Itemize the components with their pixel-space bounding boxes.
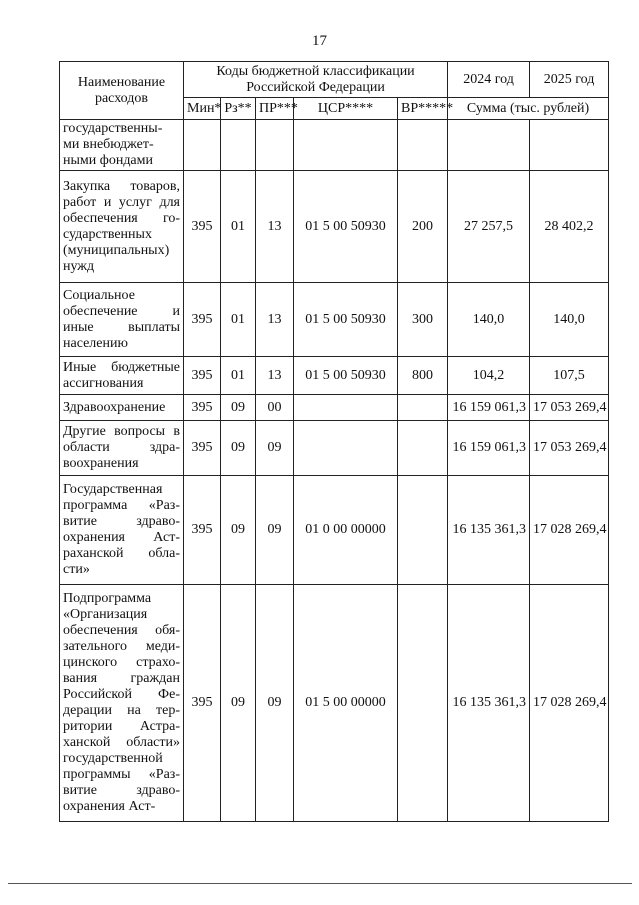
header-min: Мин* xyxy=(184,98,221,120)
table-row xyxy=(60,283,609,357)
header-rz: Рз** xyxy=(221,98,256,120)
row-pr: 13 xyxy=(256,283,294,357)
header-name-column: Наименование расходов xyxy=(60,62,184,120)
row-2025: 17 053 269,4 xyxy=(530,395,609,421)
table-row xyxy=(60,585,609,822)
row-name: Здравоохранение xyxy=(60,395,184,421)
row-name: государственны- ми внебюджет- ными фондами xyxy=(60,120,184,171)
row-rz: 01 xyxy=(221,357,256,395)
row-pr: 13 xyxy=(256,171,294,283)
row-pr: 09 xyxy=(256,476,294,585)
row-2024: 140,0 xyxy=(448,283,530,357)
row-vr xyxy=(398,476,448,585)
row-min: 395 xyxy=(184,421,221,476)
row-min: 395 xyxy=(184,357,221,395)
row-rz: 01 xyxy=(221,171,256,283)
row-2024: 27 257,5 xyxy=(448,171,530,283)
row-csr: 01 5 00 50930 xyxy=(294,171,398,283)
row-csr xyxy=(294,120,398,171)
row-2025: 140,0 xyxy=(530,283,609,357)
row-rz: 09 xyxy=(221,585,256,822)
header-codes-group: Коды бюджетной классификации Российской Федерации xyxy=(184,62,448,98)
row-vr xyxy=(398,585,448,822)
row-name: Иные бюджетные ассигнования xyxy=(60,357,184,395)
row-2024: 104,2 xyxy=(448,357,530,395)
row-pr: 09 xyxy=(256,585,294,822)
row-vr: 300 xyxy=(398,283,448,357)
table-row xyxy=(60,357,609,395)
header-year-2025: 2025 год xyxy=(530,62,609,98)
row-vr: 800 xyxy=(398,357,448,395)
row-name: Подпрограмма «Организация обеспечения обя-зательного меди-цинского страхо-вания граждан Российской Фе-дерации на тер-ритории Астра-ханской области» государственной программы «Раз-витие здраво-охранения Аст- xyxy=(60,585,184,822)
row-2025: 107,5 xyxy=(530,357,609,395)
row-csr xyxy=(294,421,398,476)
row-2025: 17 028 269,4 xyxy=(530,476,609,585)
row-rz: 01 xyxy=(221,283,256,357)
row-rz xyxy=(221,120,256,171)
table-row xyxy=(60,171,609,283)
row-2025 xyxy=(530,120,609,171)
row-min: 395 xyxy=(184,395,221,421)
row-rz: 09 xyxy=(221,421,256,476)
row-name: Закупка товаров, работ и услуг для обеспечения го-сударственных (муниципальных) нужд xyxy=(60,171,184,283)
row-2024: 16 159 061,3 xyxy=(448,395,530,421)
row-min: 395 xyxy=(184,171,221,283)
row-min: 395 xyxy=(184,476,221,585)
header-vr: ВР***** xyxy=(398,98,448,120)
row-2024 xyxy=(448,120,530,171)
row-vr xyxy=(398,120,448,171)
row-min: 395 xyxy=(184,283,221,357)
table-row xyxy=(60,421,609,476)
row-2024: 16 159 061,3 xyxy=(448,421,530,476)
row-pr: 00 xyxy=(256,395,294,421)
row-pr xyxy=(256,120,294,171)
row-name: Социальное обеспечение и иные выплаты населению xyxy=(60,283,184,357)
row-name: Другие вопросы в области здра-воохранения xyxy=(60,421,184,476)
row-name: Государственная программа «Раз-витие здраво-охранения Аст-раханской обла-сти» xyxy=(60,476,184,585)
row-vr xyxy=(398,395,448,421)
row-csr: 01 5 00 00000 xyxy=(294,585,398,822)
row-2024: 16 135 361,3 xyxy=(448,476,530,585)
page-number: 17 xyxy=(312,33,327,49)
row-csr: 01 5 00 50930 xyxy=(294,283,398,357)
page-bottom-edge xyxy=(8,883,632,884)
table-row xyxy=(60,395,609,421)
table-row xyxy=(60,476,609,585)
row-csr: 01 0 00 00000 xyxy=(294,476,398,585)
row-2025: 17 053 269,4 xyxy=(530,421,609,476)
row-csr: 01 5 00 50930 xyxy=(294,357,398,395)
row-2025: 17 028 269,4 xyxy=(530,585,609,822)
row-rz: 09 xyxy=(221,476,256,585)
row-2024: 16 135 361,3 xyxy=(448,585,530,822)
row-2025: 28 402,2 xyxy=(530,171,609,283)
row-csr xyxy=(294,395,398,421)
header-sum-unit: Сумма (тыс. рублей) xyxy=(448,98,609,120)
row-pr: 09 xyxy=(256,421,294,476)
budget-table xyxy=(59,61,609,822)
header-year-2024: 2024 год xyxy=(448,62,530,98)
row-rz: 09 xyxy=(221,395,256,421)
header-pr: ПР*** xyxy=(256,98,294,120)
header-csr: ЦСР**** xyxy=(294,98,398,120)
row-vr xyxy=(398,421,448,476)
table-row xyxy=(60,120,609,171)
row-vr: 200 xyxy=(398,171,448,283)
row-min xyxy=(184,120,221,171)
row-pr: 13 xyxy=(256,357,294,395)
row-min: 395 xyxy=(184,585,221,822)
